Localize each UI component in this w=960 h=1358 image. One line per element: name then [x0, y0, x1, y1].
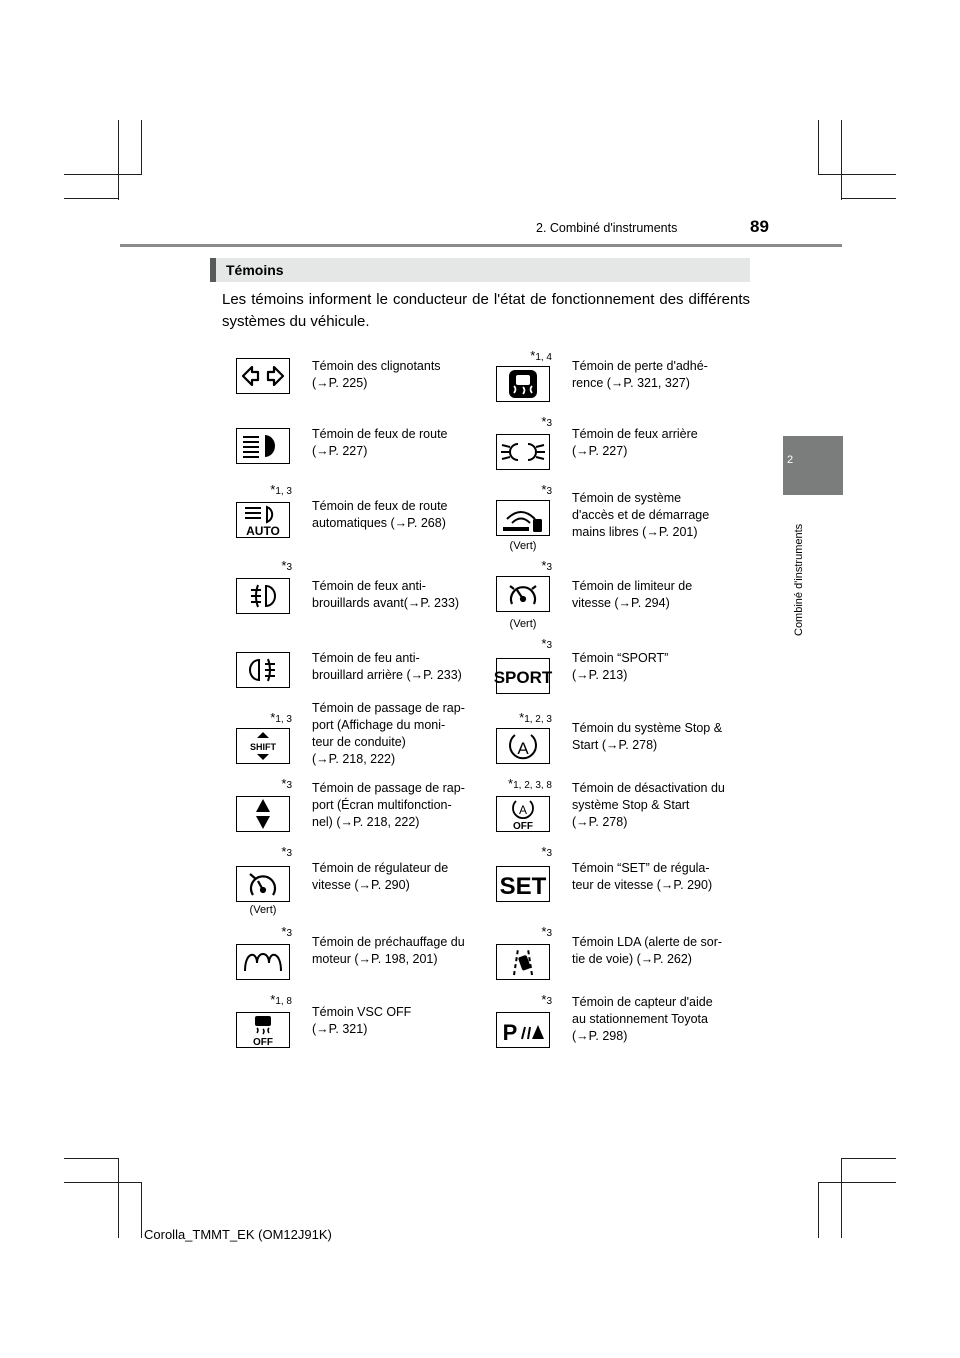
speed-limiter-icon: [496, 576, 550, 612]
indicator-item: [482, 558, 740, 636]
crop-mark: [818, 1182, 819, 1238]
indicator-item: [222, 350, 480, 422]
color-label: (Vert): [509, 540, 537, 552]
cruise-control-icon: [236, 866, 290, 902]
note-ref: *1, 2, 3: [519, 710, 552, 725]
svg-text:SPORT: SPORT: [493, 668, 553, 687]
note-ref: *1, 3: [270, 710, 292, 725]
rear-fog-light-icon: [236, 652, 290, 688]
intro-paragraph: Les témoins informent le conducteur de l'état de fonctionnement des différents systèmes du véhicule.: [222, 291, 750, 330]
indicator-description: Témoin de capteur d'aide au stationnement Toyota (→P. 298): [572, 995, 713, 1043]
indicator-description: Témoin de feux de route automatiques (→P. 268): [312, 499, 448, 530]
note-ref: *3: [281, 924, 292, 939]
side-label-text: Combiné d'instruments: [793, 523, 805, 636]
indicator-description: Témoin du système Stop & Start (→P. 278): [572, 721, 723, 752]
glow-plug-icon: [236, 944, 290, 980]
note-ref: *1, 4: [530, 348, 552, 363]
note-ref: *3: [541, 558, 552, 573]
note-ref: *3: [541, 636, 552, 651]
lane-departure-icon: [496, 944, 550, 980]
indicator-item: [222, 992, 480, 1070]
crop-mark: [841, 120, 842, 200]
footer-code: Corolla_TMMT_EK (OM12J91K): [144, 1227, 332, 1242]
indicator-item: [222, 558, 480, 636]
indicator-description: Témoin de perte d'adhé- rence (→P. 321, 327): [572, 359, 708, 390]
crop-mark: [841, 1158, 896, 1159]
note-ref: *1, 3: [270, 482, 292, 497]
page-number: 89: [750, 217, 769, 236]
indicator-description: Témoin de régulateur de vitesse (→P. 290): [312, 861, 449, 892]
svg-text:OFF: OFF: [253, 1037, 273, 1048]
svg-text:SHIFT: SHIFT: [250, 742, 276, 752]
indicator-description: Témoin de feux arrière (→P. 227): [572, 427, 698, 458]
crop-mark: [118, 1158, 119, 1238]
color-label: (Vert): [249, 904, 277, 916]
svg-text:A: A: [517, 739, 529, 758]
indicator-table: [222, 350, 750, 1070]
parking-sensor-icon: [496, 1012, 550, 1048]
svg-text:SET: SET: [499, 873, 547, 900]
crop-mark: [818, 120, 819, 175]
note-ref: *1, 8: [270, 992, 292, 1007]
indicator-description: Témoin de feux de route (→P. 227): [312, 427, 448, 458]
stop-start-off-icon: [496, 796, 550, 832]
indicator-description: Témoin de passage de rap- port (Écran multifonction- nel) (→P. 218, 222): [312, 781, 465, 829]
note-ref: *3: [541, 992, 552, 1007]
section-heading: [210, 258, 750, 282]
note-ref: *1, 2, 3, 8: [508, 776, 552, 791]
indicator-item: [482, 776, 740, 852]
crop-mark: [841, 198, 896, 199]
indicator-item: [482, 710, 740, 782]
crop-mark: [118, 120, 119, 200]
crop-mark: [64, 174, 142, 175]
indicator-description: Témoin “SPORT” (→P. 213): [572, 651, 669, 682]
front-fog-light-icon: [236, 578, 290, 614]
note-ref: *3: [281, 844, 292, 859]
color-label: (Vert): [509, 618, 537, 630]
sport-mode-icon: [493, 658, 553, 694]
shift-arrows-icon: [236, 796, 290, 832]
indicator-item: [222, 844, 480, 922]
tail-light-icon: [496, 434, 550, 470]
note-ref: *3: [281, 776, 292, 791]
side-tab: [783, 436, 843, 495]
indicator-description: Témoin de désactivation du système Stop & Start (→P. 278): [572, 781, 725, 829]
crop-mark: [841, 1158, 842, 1238]
stop-start-icon: [496, 728, 550, 764]
indicator-description: Témoin des clignotants (→P. 225): [312, 359, 441, 390]
smart-entry-icon: [496, 500, 550, 536]
auto-high-beam-icon: [236, 502, 290, 538]
indicator-description: Témoin de passage de rap- port (Affichage du moni- teur de conduite) (→P. 218, 222): [312, 701, 465, 766]
crop-mark: [818, 174, 896, 175]
crop-mark: [64, 198, 119, 199]
indicator-item: [482, 636, 740, 712]
crop-mark: [818, 1182, 896, 1183]
indicator-item: [222, 776, 480, 852]
note-ref: *3: [541, 844, 552, 859]
indicator-item: [482, 482, 740, 562]
indicator-item: [482, 414, 740, 492]
svg-text:OFF: OFF: [513, 821, 533, 832]
side-tab-number: 2: [787, 454, 794, 466]
indicator-item: [222, 482, 480, 562]
shift-indicator-icon: [236, 728, 290, 764]
indicator-item: [222, 420, 480, 492]
slip-indicator-icon: [496, 366, 550, 402]
crop-mark: [141, 1182, 142, 1238]
header-rule: [120, 244, 842, 247]
indicator-item: [482, 350, 740, 422]
indicator-description: Témoin de feux anti- brouillards avant(→P. 233): [312, 579, 460, 610]
high-beam-icon: [236, 428, 290, 464]
indicator-description: Témoin LDA (alerte de sor- tie de voie) (→P. 262): [572, 935, 723, 966]
indicator-description: Témoin VSC OFF (→P. 321): [312, 1005, 412, 1036]
indicator-item: [222, 924, 480, 1000]
vsc-off-icon: [236, 1012, 290, 1048]
indicator-description: Témoin de système d'accès et de démarrage mains libres (→P. 201): [572, 491, 710, 539]
indicator-description: Témoin “SET” de régula- teur de vitesse (→P. 290): [572, 861, 713, 892]
section-title: Témoins: [226, 262, 284, 278]
side-label: [793, 505, 807, 645]
indicator-item: [222, 701, 480, 782]
note-ref: *3: [541, 414, 552, 429]
crop-mark: [64, 1158, 119, 1159]
crop-mark: [64, 1182, 142, 1183]
svg-text:A: A: [518, 803, 528, 817]
indicator-item: [482, 844, 740, 922]
indicator-description: Témoin de feu anti- brouillard arrière (→P. 233): [312, 651, 462, 682]
note-ref: *3: [541, 482, 552, 497]
svg-text:P: P: [502, 1020, 518, 1045]
svg-text:AUTO: AUTO: [246, 524, 280, 538]
chapter-title: 2. Combiné d'instruments: [536, 221, 678, 235]
indicator-description: Témoin de préchauffage du moteur (→P. 198, 201): [312, 935, 465, 966]
turn-signal-arrows-icon: [236, 358, 290, 394]
note-ref: *3: [281, 558, 292, 573]
set-cruise-icon: [496, 866, 550, 902]
indicator-item: [482, 924, 740, 1000]
crop-mark: [141, 120, 142, 175]
indicator-item: [482, 992, 740, 1070]
note-ref: *3: [541, 924, 552, 939]
indicator-description: Témoin de limiteur de vitesse (→P. 294): [572, 579, 693, 610]
